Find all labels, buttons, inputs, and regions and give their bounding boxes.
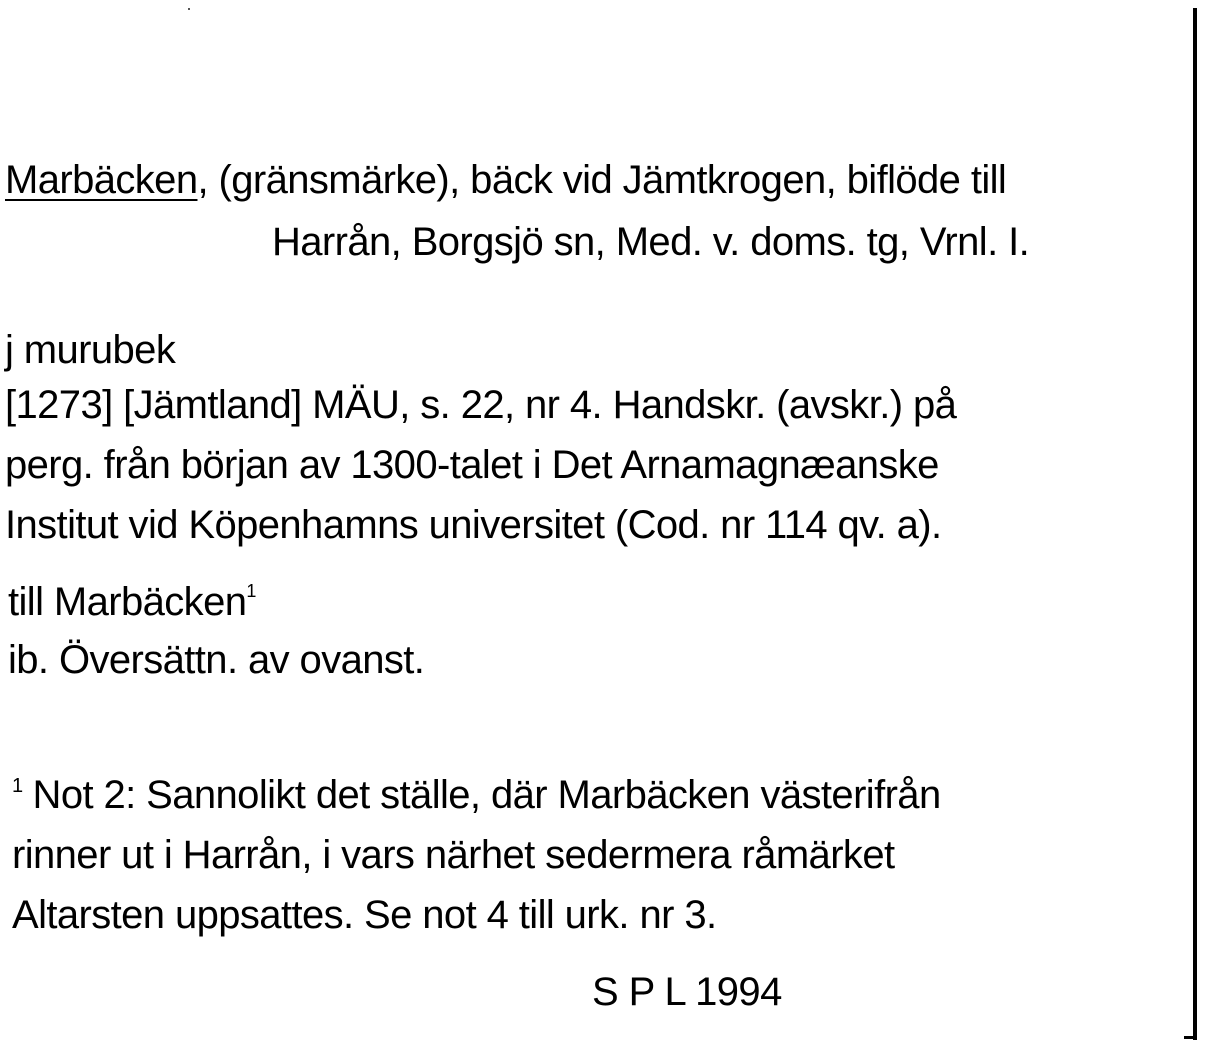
footnote-line-2: rinner ut i Harrån, i vars närhet sedermera råmärket (12, 833, 895, 877)
source-line-2: perg. från början av 1300-talet i Det Arnamagnæanske (5, 443, 939, 487)
headword: Marbäcken (5, 158, 198, 202)
entry-line-1 (5, 160, 1006, 200)
translation-note-mark: 1 (246, 581, 256, 601)
card-right-edge-foot (1184, 1036, 1197, 1039)
definition-line-1: , (gränsmärke), bäck vid Jämtkrogen, biflöde till (197, 158, 1007, 202)
translation-form: till Marbäcken (8, 580, 247, 624)
definition-line-2: Harrån, Borgsjö sn, Med. v. doms. tg, Vrnl. I. (272, 220, 1030, 264)
attested-form: j murubek (5, 328, 176, 372)
footnote-mark: 1 (12, 775, 23, 797)
source-line-3: Institut vid Köpenhamns universitet (Cod. nr 114 qv. a). (5, 503, 942, 547)
signature: S P L 1994 (592, 970, 782, 1014)
footnote-text-1: Not 2: Sannolikt det ställe, där Marbäcken västerifrån (32, 773, 941, 817)
translation-line (8, 582, 256, 622)
footnote-line-3: Altarsten uppsattes. Se not 4 till urk. nr 3. (12, 893, 717, 937)
translation-source: ib. Översättn. av ovanst. (8, 638, 425, 682)
scan-speck (188, 8, 190, 10)
card-right-edge (1193, 8, 1197, 1040)
footnote-line-1 (12, 775, 941, 815)
source-line-1: [1273] [Jämtland] MÄU, s. 22, nr 4. Handskr. (avskr.) på (5, 383, 957, 427)
